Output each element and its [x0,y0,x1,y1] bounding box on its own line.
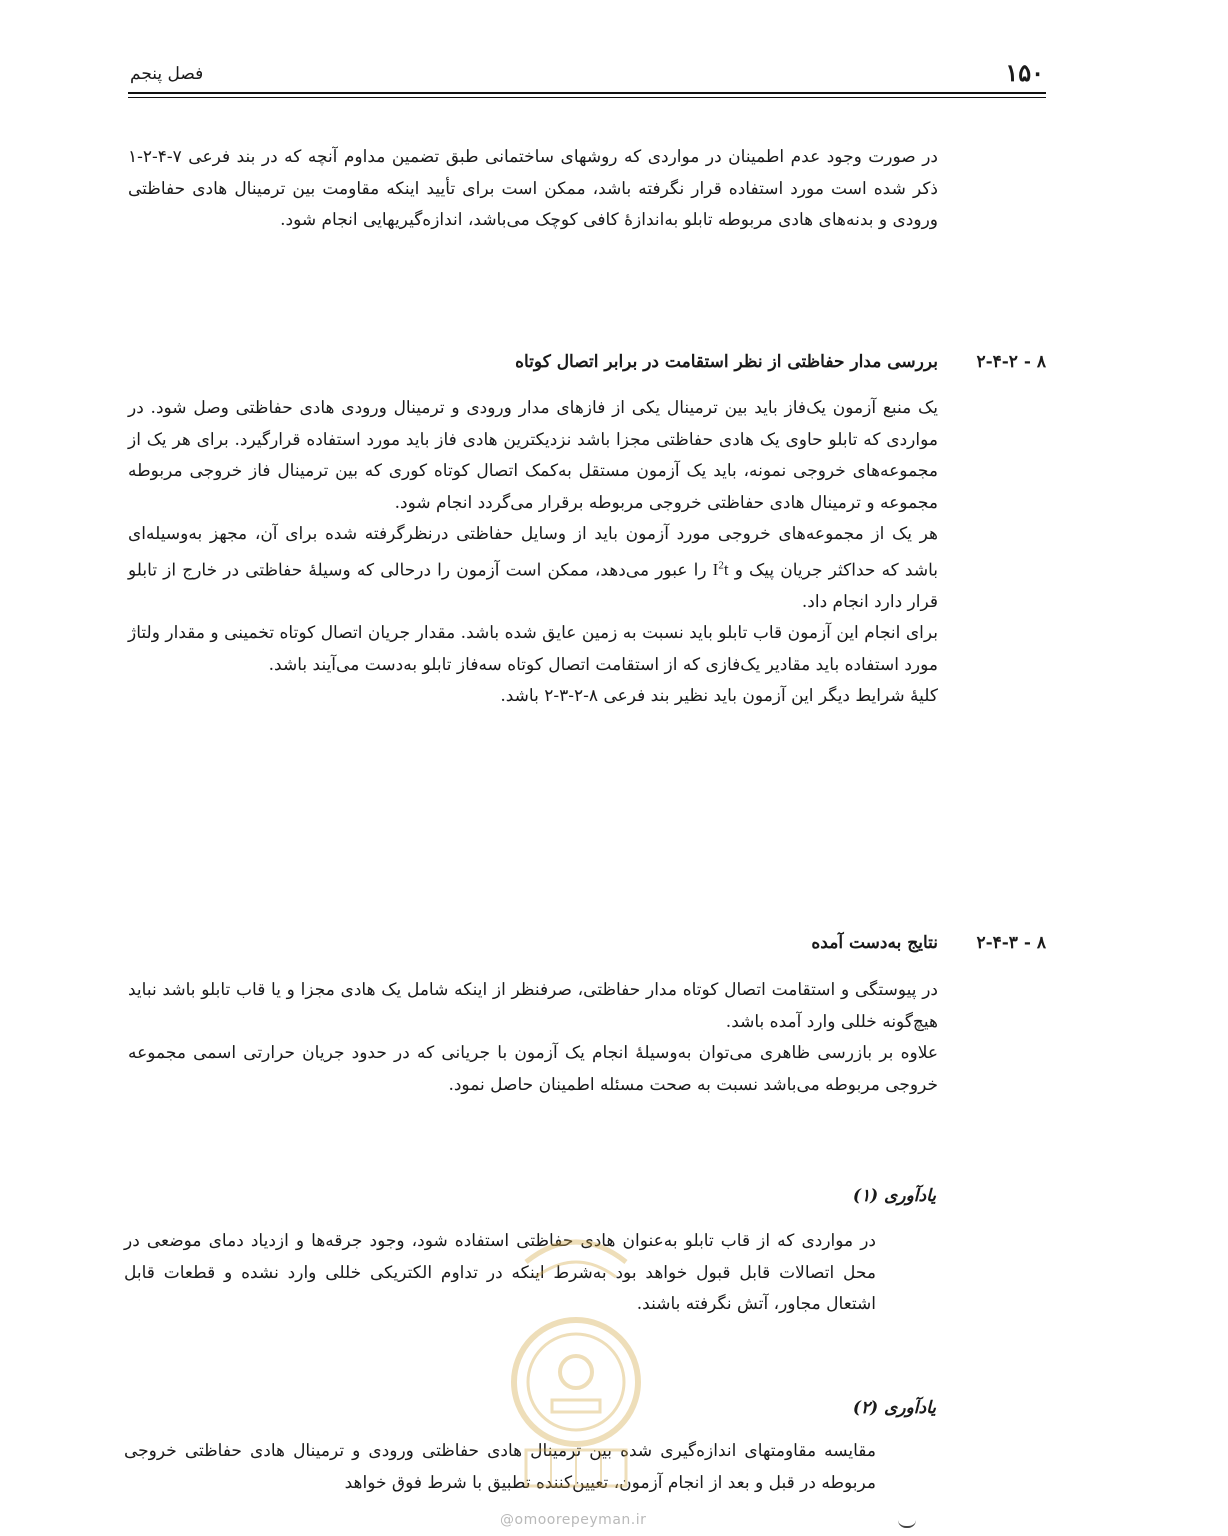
header-rule-thick [128,92,1046,94]
section-2-paragraph-2-start: هر یک از مجموعه‌های خروجی مورد آزمون باید از وسایل حفاظتی درنظرگرفته شده برای آن، مجهز به‌وسیله‌ای باشد که حداکثر جریان پیک و [128,524,938,581]
note-1-title: یادآوری (۱) [852,1186,936,1206]
chapter-title: فصل پنجم [130,64,204,84]
section-2-paragraph-2 [128,519,938,618]
section-2-paragraph-4: کلیهٔ شرایط دیگر این آزمون باید نظیر بند فرعی ۸-۲-۳-۲ باشد. [500,686,938,707]
section-2-paragraph-2-end: را عبور می‌دهد، ممکن است آزمون را درحالی که وسیلهٔ حفاظتی در خارج از تابلو قرار دارد انجام داد. [128,560,938,612]
watermark-seal-icon [496,1222,656,1492]
section-number-3: ۸ - ۲-۴-۳ [976,933,1046,953]
section-3-body [128,975,938,1101]
section-title-3: نتایج به‌دست آمده [811,933,938,953]
section-2-body [128,393,938,713]
formula-i2t [713,560,729,579]
formula-tail: t [723,560,729,580]
section-3-paragraph-1: در پیوستگی و استقامت اتصال کوتاه مدار حفاظتی، صرفنظر از اینکه شامل یک هادی مجزا و یا قاب تابلو باشد نباید هیچ‌گونه خللی وارد آمده باشد. [128,980,938,1032]
formula-superscript: 2 [718,559,724,572]
section-2-paragraph-3: برای انجام این آزمون قاب تابلو باید نسبت به زمین عایق شده باشد. مقدار جریان اتصال کوتاه تخمینی و مقدار ولتاژ مورد استفاده باید مقادیر یک‌فازی که از استقامت اتصال کوتاه سه‌فاز تابلو به‌دست می‌آیند باشد. [128,623,938,675]
section-title-2: بررسی مدار حفاظتی از نظر استقامت در برابر اتصال کوتاه [515,352,938,372]
formula-base: I [712,560,719,580]
section-number-2: ۸ - ۲-۴-۲ [976,352,1046,372]
intro-paragraph: در صورت وجود عدم اطمینان در مواردی که روشهای ساختمانی طبق تضمین مداوم آنچه که در بند فرعی ۷-۴-۲-۱ ذکر شده است مورد استفاده قرار نگرفته باشد، ممکن است برای تأیید اینکه مقاومت بین ترمینال هادی حفاظتی ورودی و بدنه‌های هادی مربوطه تابلو به‌اندازهٔ کافی کوچک می‌باشد، اندازه‌گیریهایی انجام شود. [128,147,938,230]
watermark-url: @omoorepeyman.ir [500,1512,647,1528]
note-2-text: مقایسه مقاومتهای اندازه‌گیری شده بین ترمینال هادی حفاظتی ورودی و ترمینال هادی حفاظتی خروجی مربوطه در قبل و بعد از انجام آزمون، تعیین‌کننده تطبیق با شرط فوق خواهد [124,1441,876,1493]
page-edge-mark [898,1520,916,1528]
note-1-text: در مواردی که از قاب تابلو به‌عنوان هادی حفاظتی استفاده شود، وجود جرقه‌ها و ازدیاد دمای موضعی در محل اتصالات قابل قبول خواهد بود به‌شرط اینکه در تداوم الکتریکی خللی وارد نشده و قطعات قابل اشتعال مجاور، آتش نگرفته باشند. [124,1231,876,1314]
section-2-paragraph-1: یک منبع آزمون یک‌فاز باید بین ترمینال یکی از فازهای مدار ورودی و ترمینال ورودی هادی حفاظتی وصل شود. در مواردی که تابلو حاوی یک هادی حفاظتی مجزا باشد نزدیکترین هادی فاز باید مورد استفاده قرارگیرد. برای هر یک از مجموعه‌های خروجی نمونه، باید یک آزمون مستقل به‌کمک اتصال کوتاه کوری که بین ترمینال فاز خروجی مربوطه مجموعه و ترمینال هادی حفاظتی خروجی مربوطه برقرار می‌گردد انجام شود. [128,398,938,513]
page-number: ۱۵۰ [1005,58,1044,87]
section-3-paragraph-2: علاوه بر بازرسی ظاهری می‌توان به‌وسیلهٔ انجام یک آزمون با جریانی که در حدود جریان حرارتی اسمی مجموعه خروجی مربوطه می‌باشد نسبت به صحت مسئله اطمینان حاصل نمود. [128,1043,938,1095]
section-heading-2 [515,352,1046,372]
section-heading-3 [811,933,1046,953]
intro-paragraph-block [128,142,938,237]
note-2-title: یادآوری (۲) [852,1398,936,1418]
header-rule-thin [128,97,1046,98]
